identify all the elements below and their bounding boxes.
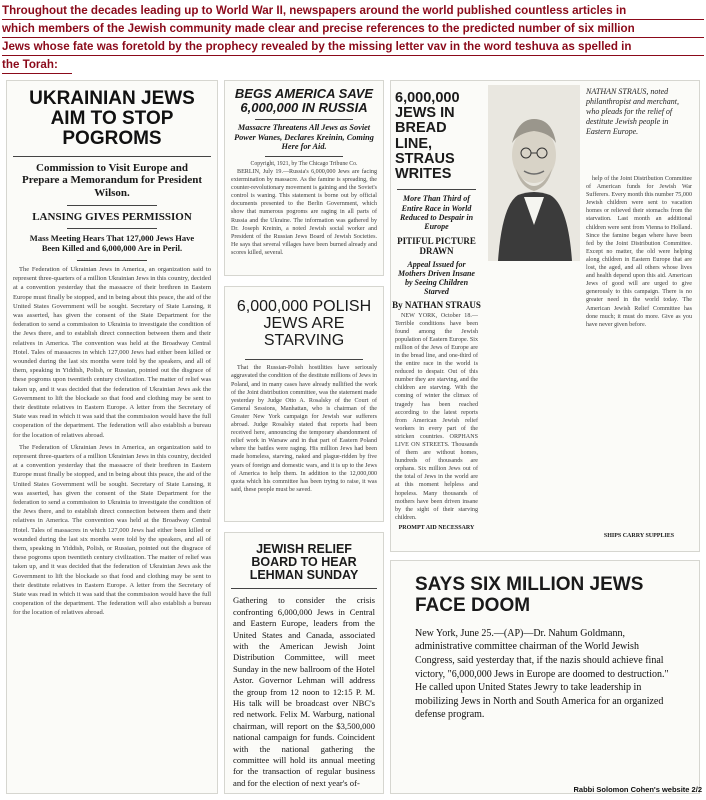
clip7-body: New York, June 25.—(AP)—Dr. Nahum Goldmann, administrative committee chairman of the World Jewish Congress, said yesterday that, if the nazis should achieve final victory, "6,000,000 Jews in Europe are doomed to destruction." He called upon United States Jewry to take leadership in mobilizing Jews in North and South America for an organized defense program. bbox=[415, 627, 669, 721]
clip2-subhead: Massacre Threatens All Jews as Soviet Power Wanes, Declares Kreinin, Coming Here for Aid. bbox=[234, 123, 374, 152]
intro-text bbox=[2, 2, 704, 74]
source-credit: Rabbi Solomon Cohen's website 2/2 bbox=[573, 785, 702, 794]
portrait-caption: NATHAN STRAUS, noted philanthropist and merchant, who pleads for the relief of destitute Jewish people in Eastern Europe. bbox=[586, 87, 679, 136]
clipping-six-million-doom bbox=[390, 560, 700, 794]
clipping-bread-line bbox=[390, 80, 482, 552]
clip1-subhead: Commission to Visit Europe and Prepare a Memorandum for President Wilson. bbox=[21, 161, 203, 200]
clip2-headline: BEGS AMERICA SAVE 6,000,000 IN RUSSIA bbox=[234, 86, 374, 115]
clip5-footer: PROMPT AID NECESSARY bbox=[398, 524, 475, 531]
clip6-body: help of the Joint Distribution Committee of American funds for Jewish War Sufferers. Every month this number 75,000 Jewish children were sent to vacation homes or relieved their stomachs from the starvation. Last month an additional children were sent from Vienna to Holland. Since the famine began where have been fed by the Joint Distribution Committee. Except no matter, the old were helping along children in Eastern Europe that are lost, the aged, and all others whose lives and health depend upon this aid. American Jews of good will are urged to give generously to this campaign. There is no greater need in the world today. The American Jewish Relief Committee has done much; it must do more. Give as you have never given before. bbox=[586, 176, 692, 328]
clip6-footer: SHIPS CARRY SUPPLIES bbox=[603, 533, 675, 539]
clip7-headline: SAYS SIX MILLION JEWS FACE DOOM bbox=[415, 574, 644, 616]
clipping-polish-jews bbox=[224, 286, 384, 522]
clip5-subhead: More Than Third of Entire Race in World Reduced to Despair in Europe bbox=[399, 194, 474, 231]
clipping-ukrainian-jews bbox=[6, 80, 218, 794]
clipping-begs-america bbox=[224, 80, 384, 276]
clip1-subhead-2: LANSING GIVES PERMISSION bbox=[32, 210, 192, 223]
intro-line-3: Jews whose fate was foretold by the prophecy revealed by the missing letter vav in the word teshuva as spelled in bbox=[2, 38, 704, 56]
intro-line-1: Throughout the decades leading up to World War II, newspapers around the world published countless articles in bbox=[2, 2, 704, 20]
clipping-jewish-relief-board bbox=[224, 532, 384, 794]
clip2-dateline: Copyright, 1921, by The Chicago Tribune Co. bbox=[250, 160, 358, 167]
clip5-headline: 6,000,000 JEWS IN BREAD LINE, STRAUS WRITES bbox=[395, 90, 460, 183]
clip1-headline: UKRAINIAN JEWS AIM TO STOP POGROMS bbox=[29, 88, 195, 149]
clip5-subhead-2: PITIFUL PICTURE DRAWN bbox=[397, 236, 476, 257]
intro-line-2: which members of the Jewish community made clear and precise references to the predicted number of six million bbox=[2, 20, 704, 38]
clip2-body: BERLIN, July 19.—Russia's 6,000,000 Jews are facing extermination by massacre. As the famine is spreading, the counter-revolutionary movement is gaining and the Soviet's control is waning. This statement is borne out by official documents presented to the Berlin Government, which show that numerous pogroms are raging in all parts of Russia and the Ukraine. The information was gathered by Dr. Joseph Kreinin, a noted Jewish social worker and President of the Russian Jews Board of Jewish Societies. He says that several villages have been burned already and scores killed, several. bbox=[231, 168, 377, 256]
clip1-body: The Federation of Ukrainian Jews in America, an organization said to represent three-quarters of a million Ukrainian Jews in this country, decided at a convention yesterday that the massacre of their brethren in Eastern Europe must finally be stopped, and in being about this peace, the aid of the United States Government will be sought. Secretary of State Lansing, it was asserted, has given the consent of the State Department for the federation to send a commission to Ukrainia to investigate the condition of the Jews there, and to establish direct connection between them and their relatives in America. The convention was held at the Broadway Central Hotel. Tales of massacres in which 127,000 Jews had either been killed or wounded during the last six months were told by the speakers, and all of them, speaking in Yiddish, Polish, or Russian, pointed out the disgrace of these pogroms upon twentieth century civilization. The matter of relief was taken up, and it was decided that the federation of Ukrainian Jews ask the Government to lift the blockade so that food and clothing may be sent to their destitute relatives in Eastern Europe. A letter from the Secretary of State was read in which it was said that the commission would have the full cooperation of the department. The federation will also establish a bureau for the location of relatives abroad. The Federation of Ukrainian Jews in America, an organization said to represent three-quarters of a million Ukrainian Jews in this country, decided at a convention yesterday that the massacre of their brethren in Eastern Europe must finally be stopped, and in being about this peace, the aid of the United States Government will be sought. Secretary of State Lansing, it was asserted, has given the consent of the State Department for the federation to send a commission to Ukrainia to investigate the condition of the Jews there, and to establish direct connection between them and their relatives in America. The convention was held at the Broadway Central Hotel. Tales of massacres in which 127,000 Jews had either been killed or wounded during the last six months were told by the speakers, and all of them, speaking in Yiddish, Polish, or Russian, pointed out the disgrace of these pogroms upon twentieth century civilization. The matter of relief was taken up, and it was decided that the federation of Ukrainian Jews ask the Government to lift the blockade so that food and clothing may be sent to their destitute relatives in Eastern Europe. A letter from the Secretary of State was read in which it was said that the commission would have the full cooperation of the department. The federation will also establish a bureau for the location of relatives abroad. bbox=[13, 265, 211, 617]
straus-portrait bbox=[488, 85, 580, 261]
clip5-byline: By NATHAN STRAUS bbox=[392, 299, 481, 310]
clip4-headline: JEWISH RELIEF BOARD TO HEAR LEHMAN SUNDAY bbox=[231, 533, 377, 589]
clip5-subhead-3: Appeal Issued for Mothers Driven Insane by Seeing Children Starved bbox=[398, 259, 475, 297]
clip1-subhead-3: Mass Meeting Hears That 127,000 Jews Have Been Killed and 6,000,000 Are in Peril. bbox=[29, 233, 195, 254]
portrait-photo-icon bbox=[488, 85, 580, 261]
clip3-body: That the Russian-Polish hostilities have seriously aggravated the condition of the destitute millions of Jews in Poland, and in many cases have already nullified the work of the Joint distribution committee, was the statement made yesterday by Judge Otto A. Rosalsky of the Court of General Sessions, Manhattan, who is chairman of the Greater New York campaign for Jewish war sufferers abroad. Judge Rosalsky stated that reports had been received here, announcing the temporary abandonment of relief work in Warsaw and in that part of Eastern Poland where the battles were raging. His million Jews had been made homeless, starving, naked and plague-ridden by five years of foreign and domestic wars, and it is up to the Jews of America to help them. In addition to the 12,000,000 quota which his committee has been trying to raise, it was said, these people must be saved. bbox=[231, 365, 377, 493]
clip4-body: Gathering to consider the crisis confronting 6,000,000 Jews in Central and Eastern Europe, leaders from the United States and Canada, associated with the American Jewish Joint Distribution Committee, will meet Sunday in the new ballroom of the Hotel Astor. Governor Lehman will address the group from 12 noon to 12:15 P. M. His talk will be broadcast over NBC's red network. Felix M. Warburg, national chairman, will report on the $3,500,000 national campaign for funds. Coincident with the national gathering the committee will hold its annual meeting for the transaction of regular business and for the election of next year's of- bbox=[233, 595, 375, 788]
clip3-headline: 6,000,000 POLISH JEWS ARE STARVING bbox=[236, 298, 372, 349]
clipping-straus-portrait bbox=[482, 80, 700, 552]
intro-line-4: the Torah: bbox=[2, 56, 72, 74]
clip5-body: NEW YORK, October 18.—Terrible conditions have been found among the Jewish population of Eastern Europe. Six million of the Jews of Europe are in the bread line, and one-third of the entire race in the world is reduced to despair. Out of this number they are starving, and the children are starving. With the coming of winter the climax of tragedy has been reached according to the latest reports from American Jewish relief workers in every part of the stricken countries. ORPHANS LIVE ON STREETS. Thousands of them are without homes, hundreds of thousands are orphans. Six million Jews out of the total of Jews in the world are at this moment helpless and hopeless. Many thousands of mothers have been driven insane by the sight of their starving children. bbox=[395, 312, 478, 521]
